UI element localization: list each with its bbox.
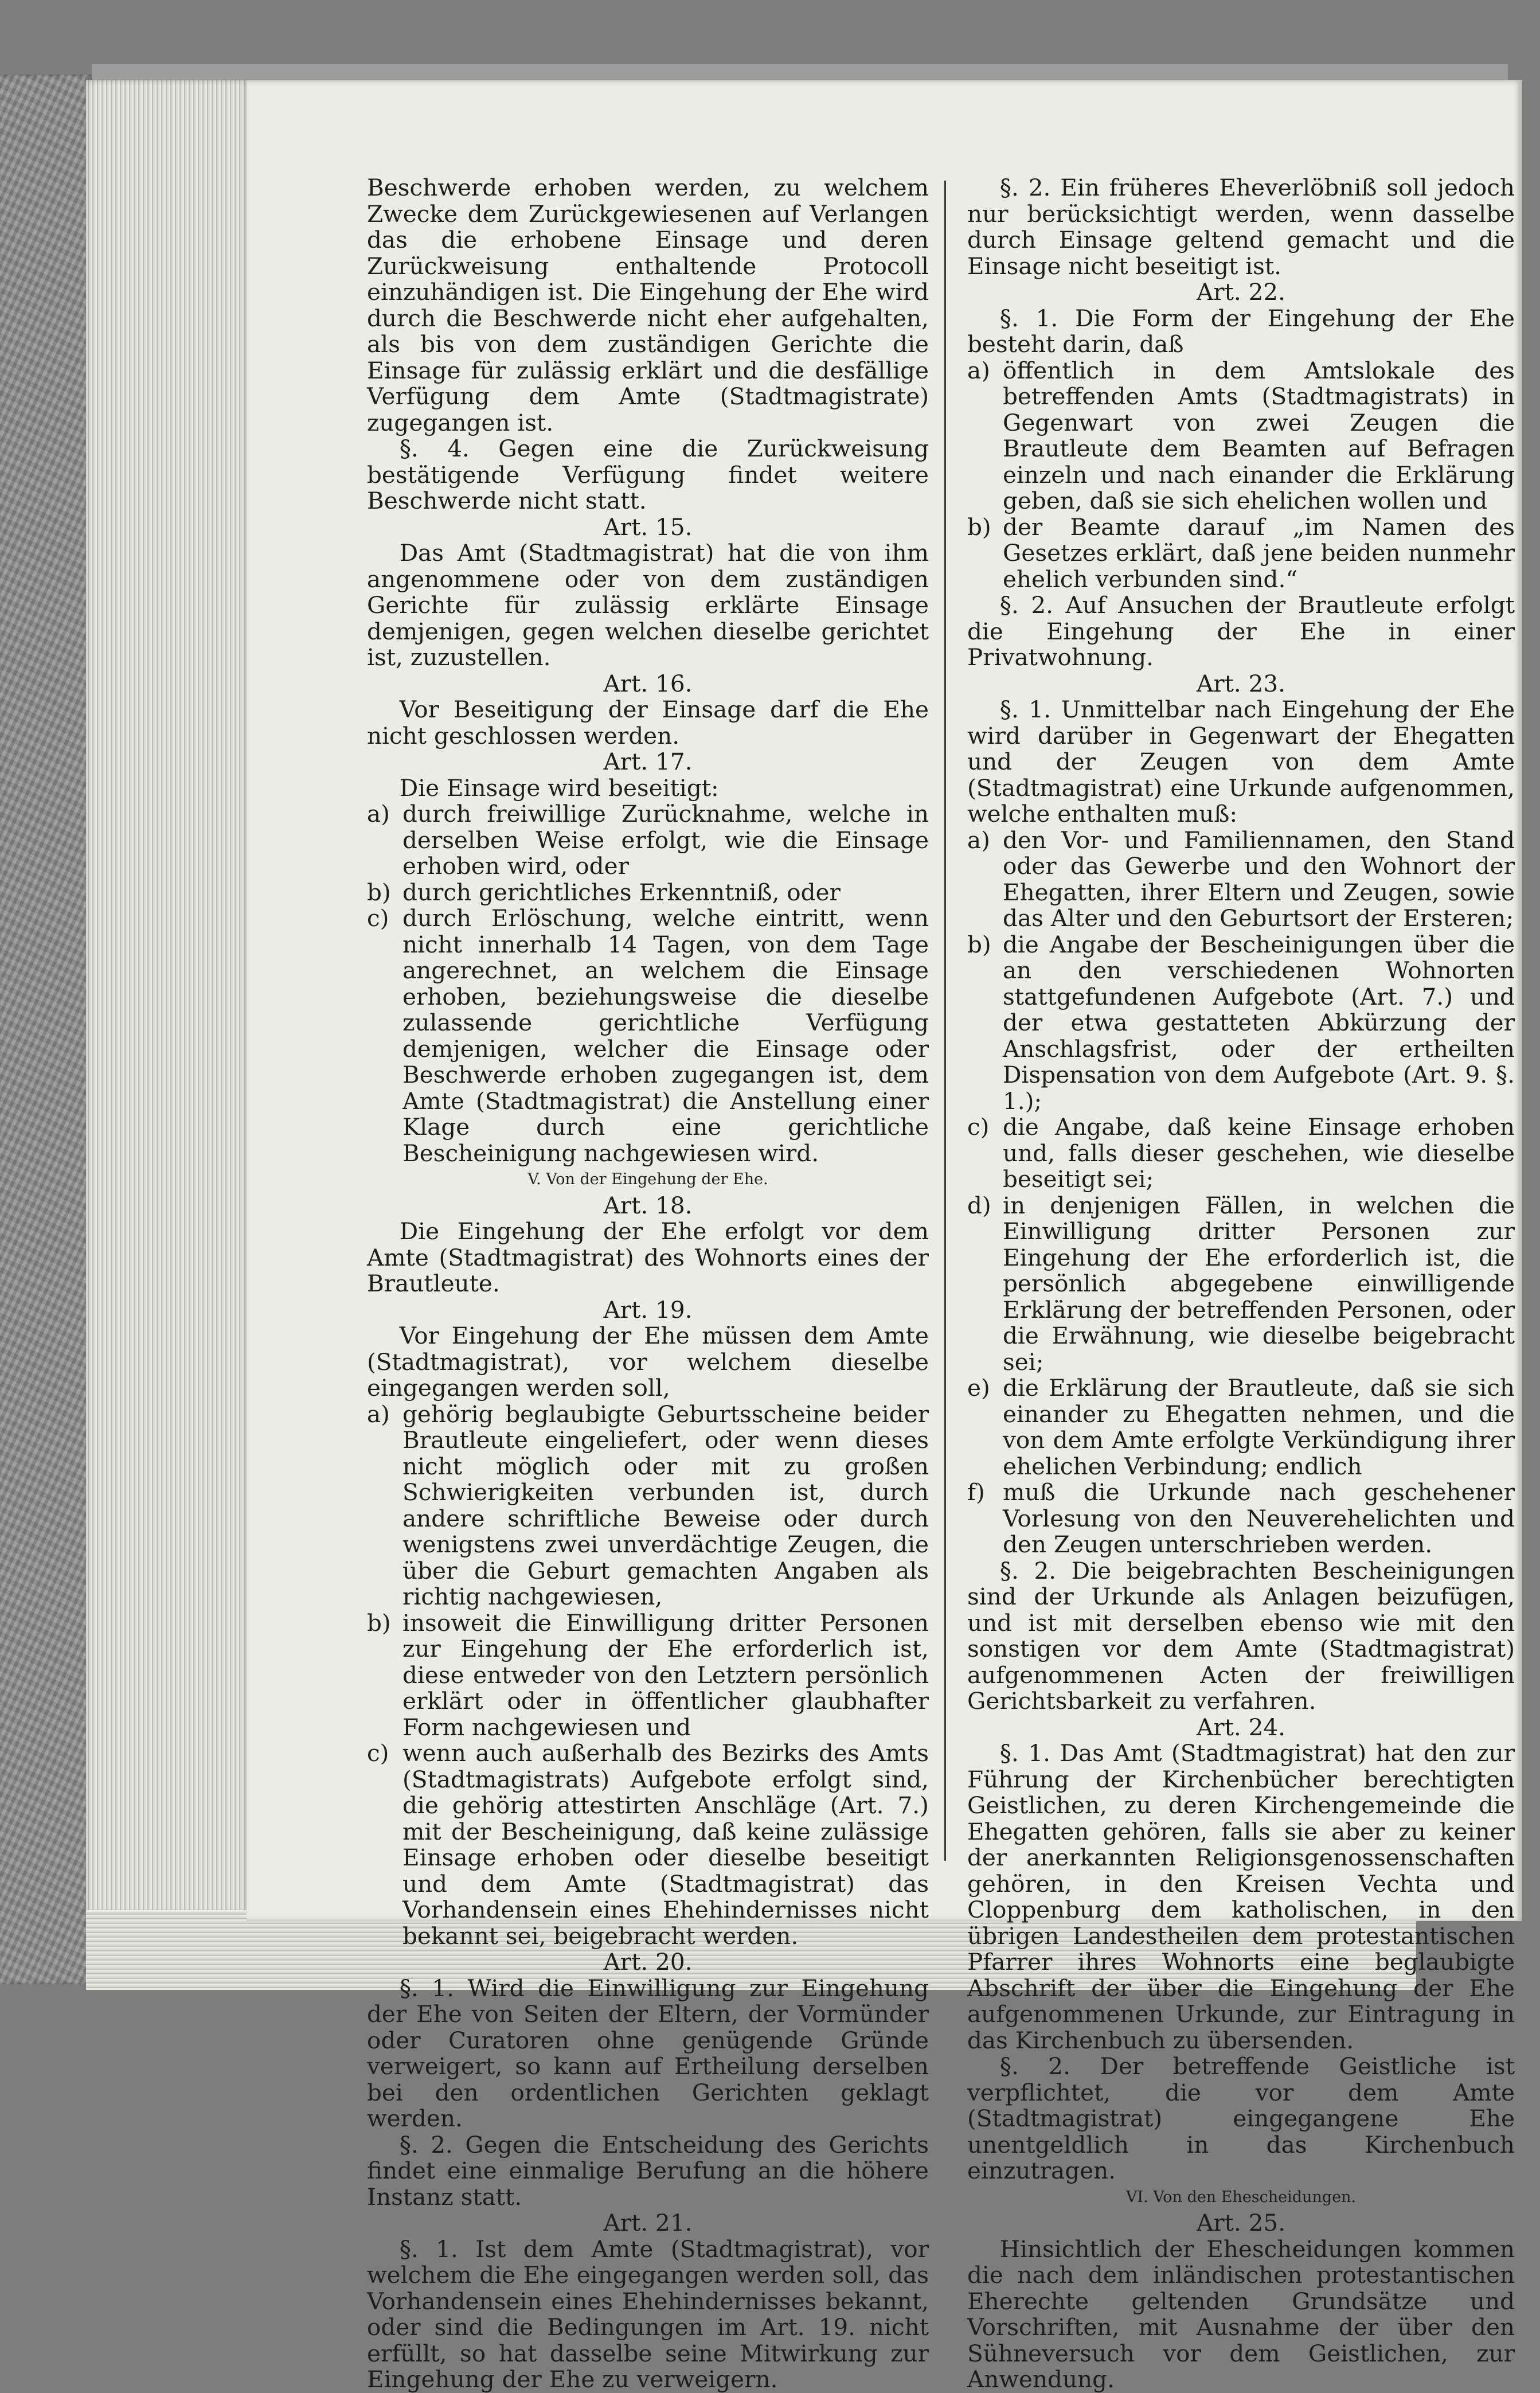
paragraph: Das Amt (Stadtmagistrat) hat die von ihm angenommene oder von dem zuständigen Gerichte für zulässig erklärte Einsage demjenigen, gegen welchen dieselbe gerichtet ist, zuzustellen. — [367, 539, 929, 671]
list-item-label: a) — [367, 1400, 390, 1428]
list-item-text: wenn auch außerhalb des Bezirks des Amts (Stadtmagistrats) Aufgebote erfolgt sind, die gehörig attestirten Anschläge (Art. 7.) mit der Bescheinigung, daß keine zulässige Einsage erhoben oder dieselbe beseitigt und dem Amte (Stadtmagistrat) das Vorhandensein eines Ehehindernisses nicht bekannt sei, beigebracht werden. — [402, 1739, 929, 1950]
list-item-text: die Angabe, daß keine Einsage erhoben und, falls dieser geschehen, wie dieselbe beseitigt sei; — [1003, 1113, 1515, 1193]
list-item-text: öffentlich in dem Amtslokale des betreffenden Amts (Stadtmagistrats) in Gegenwart von zwei Zeugen die Brautleute dem Beamten auf Befragen einzeln und nach einander die Erklärung geben, daß sie sich ehelichen wollen und — [1003, 356, 1515, 514]
article-heading: Art. 18. — [603, 1191, 693, 1219]
list-item-text: gehörig beglaubigte Geburtsscheine beider Brautleute eingeliefert, oder wenn dieses nicht möglich oder mit zu großen Schwierigkeiten verbunden ist, durch andere schriftliche Beweise oder durch wenigstens zwei unverdächtige Zeugen, die über die Geburt gemachten Angaben als richtig nachgewiesen, — [402, 1400, 929, 1610]
right-text-column — [967, 175, 1515, 2393]
list-item — [967, 1114, 1515, 1193]
list-item-text: in denjenigen Fällen, in welchen die Einwilligung dritter Personen zur Eingehung der Ehe erforderlich ist, die persönlich abgegebene einwilligende Erklärung der betreffenden Personen, oder die Erwähnung, wie dieselbe beigebracht sei; — [1003, 1191, 1515, 1376]
list-item-label: a) — [967, 826, 990, 854]
list-item-text: durch freiwillige Zurücknahme, welche in derselben Weise erfolgt, wie die Einsage erhoben wird, oder — [402, 800, 929, 880]
page-stack-edges — [86, 80, 247, 1938]
column-divider — [944, 181, 946, 1861]
paragraph: §. 1. Wird die Einwilligung zur Eingehung der Ehe von Seiten der Eltern, der Vormünder oder Curatoren ohne genügende Gründe verweigert, so kann auf Ertheilung derselben bei den ordentlichen Gerichten geklagt werden. — [367, 1974, 929, 2132]
paragraph: §. 2. Der betreffende Geistliche ist verpflichtet, die vor dem Amte (Stadtmagistrat) eingegangene Ehe unentgeldlich in das Kirchenbuch einzutragen. — [967, 2052, 1515, 2184]
paragraph: §. 2. Gegen die Entscheidung des Gerichts findet eine einmalige Berufung an die höhere Instanz statt. — [367, 2130, 929, 2211]
list-item — [367, 905, 929, 1166]
list-item-text: der Beamte darauf „im Namen des Gesetzes erklärt, daß jene beiden nunmehr ehelich verbunden sind.“ — [1003, 513, 1515, 593]
article-heading: Art. 19. — [603, 1295, 693, 1324]
list-item-text: durch Erlöschung, welche eintritt, wenn nicht innerhalb 14 Tagen, von dem Tage angerechnet, an welchem die Einsage erhoben, beziehungsweise die dieselbe zulassende gerichtliche Verfügung demjenigen, welcher die Einsage oder Beschwerde erhoben zugegangen ist, dem Amte (Stadtmagistrat) die Anstellung einer Klage durch eine gerichtliche Bescheinigung nachgewiesen wird. — [402, 904, 929, 1167]
list-item — [967, 1375, 1515, 1479]
paragraph: Vor Eingehung der Ehe müssen dem Amte (Stadtmagistrat), vor welchem dieselbe eingegangen werden soll, — [367, 1322, 929, 1402]
book-cover-spine — [0, 75, 92, 1984]
paragraph: §. 4. Gegen eine die Zurückweisung bestätigende Verfügung findet weitere Beschwerde nicht statt. — [367, 435, 929, 514]
article-heading: Art. 25. — [1196, 2209, 1286, 2236]
list-item — [967, 827, 1515, 932]
article-heading: Art. 23. — [1196, 669, 1286, 697]
paragraph: §. 2. Die beigebrachten Bescheinigungen sind der Urkunde als Anlagen beizufügen, und ist mit derselben ebenso wie mit den sonstigen vor dem Amte (Stadtmagistrat) aufgenommenen Acten der freiwilligen Gerichtsbarkeit zu verfahren. — [967, 1556, 1515, 1715]
list-item — [367, 1610, 929, 1741]
article-heading: Art. 24. — [1196, 1713, 1286, 1741]
article-heading: Art. 15. — [603, 513, 693, 541]
list-item-label: b) — [367, 1609, 391, 1637]
list-item-text: die Angabe der Bescheinigungen über die an den verschiedenen Wohnorten stattgefundenen Aufgebote (Art. 7.) und der etwa gestatteten Abkürzung der Anschlagsfrist, oder der ertheilten Dispensation von dem Aufgebote (Art. 9. §. 1.); — [1003, 930, 1515, 1115]
list-item — [967, 358, 1515, 514]
article-heading: Art. 22. — [1196, 278, 1286, 306]
list-item-text: durch gerichtliches Erkenntniß, oder — [402, 878, 841, 906]
paragraph: Die Eingehung der Ehe erfolgt vor dem Amte (Stadtmagistrat) des Wohnorts eines der Brautleute. — [367, 1217, 929, 1297]
list-item-text: die Erklärung der Brautleute, daß sie sich einander zu Ehegatten nehmen, und die von dem Amte erfolgte Verkündigung ihrer ehelichen Verbindung; endlich — [1003, 1374, 1515, 1480]
list-item-text: insoweit die Einwilligung dritter Personen zur Eingehung der Ehe erforderlich ist, diese entweder von den Letztern persönlich erklärt oder in öffentlicher glaubhafter Form nachgewiesen und — [402, 1609, 929, 1741]
list-item-label: b) — [967, 930, 991, 958]
list-item-label: a) — [367, 800, 390, 827]
paragraph: §. 1. Das Amt (Stadtmagistrat) hat den zur Führung der Kirchenbücher berechtigten Geistlichen, zu deren Kirchengemeinde die Ehegatten gehören, falls sie aber zu keiner der anerkannten Religionsgenossenschaften gehören, in den Kreisen Vechta und Cloppenburg dem katholischen, in den übrigen Landestheilen dem protestantischen Pfarrer ihres Wohnorts eine beglaubigte Abschrift der über die Eingehung der Ehe aufgenommenen Urkunde, zur Eintragung in das Kirchenbuch zu übersenden. — [967, 1739, 1515, 2054]
article-heading: Art. 17. — [603, 748, 693, 775]
paragraph: Vor Beseitigung der Einsage darf die Ehe nicht geschlossen werden. — [367, 696, 929, 749]
paragraph: §. 1. Ist dem Amte (Stadtmagistrat), vor welchem die Ehe eingegangen werden soll, das Vorhandensein eines Ehehindernisses bekannt, oder sind die Bedingungen im Art. 19. nicht erfüllt, so hat dasselbe seine Mitwirkung zur Eingehung der Ehe zu verweigern. — [367, 2235, 929, 2393]
paragraph: Beschwerde erhoben werden, zu welchem Zwecke dem Zurückgewiesenen auf Verlangen das die erhobene Einsage und deren Zurückweisung enthaltende Protocoll einzuhändigen ist. Die Eingehung der Ehe wird durch die Beschwerde nicht eher aufgehalten, als bis von dem zuständigen Gerichte die Einsage für zulässig erklärt und die desfällige Verfügung dem Amte (Stadtmagistrate) zugegangen ist. — [367, 174, 929, 436]
paragraph: Die Einsage wird beseitigt: — [399, 774, 719, 802]
article-heading: Art. 20. — [603, 1948, 693, 1976]
list-item — [367, 1402, 929, 1610]
list-item — [967, 1479, 1515, 1558]
list-item — [367, 1740, 929, 1949]
list-item-text: muß die Urkunde nach geschehener Vorlesung von den Neuverehelichten und den Zeugen unterschrieben werden. — [1003, 1478, 1515, 1558]
list-item — [967, 1193, 1515, 1376]
list-item-text: den Vor- und Familiennamen, den Stand oder das Gewerbe und den Wohnort der Ehegatten, ihrer Eltern und Zeugen, sowie das Alter und den Geburtsort der Ersteren; — [1003, 826, 1515, 932]
list-item-label: e) — [967, 1374, 990, 1402]
paragraph: §. 1. Die Form der Eingehung der Ehe besteht darin, daß — [967, 304, 1515, 358]
paragraph: §. 1. Unmittelbar nach Eingehung der Ehe wird darüber in Gegenwart der Ehegatten und der Zeugen von dem Amte (Stadtmagistrat) eine Urkunde aufgenommen, welche enthalten muß: — [967, 696, 1515, 827]
list-item-label: d) — [967, 1191, 991, 1219]
list-item — [367, 880, 929, 906]
paragraph: §. 2. Auf Ansuchen der Brautleute erfolgt die Eingehung der Ehe in einer Privatwohnung. — [967, 591, 1515, 671]
article-heading: Art. 21. — [603, 2209, 693, 2236]
list-item-label: c) — [367, 904, 389, 932]
section-heading: VI. Von den Ehescheidungen. — [1125, 2188, 1357, 2206]
section-heading: V. Von der Eingehung der Ehe. — [527, 1170, 768, 1188]
list-item-label: f) — [967, 1478, 985, 1506]
list-item — [967, 514, 1515, 593]
list-item-label: b) — [967, 513, 991, 541]
paragraph: Hinsichtlich der Ehescheidungen kommen die nach dem inländischen protestantischen Eherechte geltenden Grundsätze und Vorschriften, mit Ausnahme der über den Sühneversuch vor dem Geistlichen, zur Anwendung. — [967, 2235, 1515, 2393]
list-item-label: c) — [967, 1113, 990, 1141]
list-item-label: a) — [967, 356, 990, 384]
paragraph: §. 2. Ein früheres Eheverlöbniß soll jedoch nur berücksichtigt werden, wenn dasselbe durch Einsage geltend gemacht und die Einsage nicht beseitigt ist. — [967, 174, 1515, 280]
list-item-label: c) — [367, 1739, 389, 1767]
left-text-column — [367, 175, 929, 2393]
article-heading: Art. 16. — [603, 669, 693, 697]
list-item — [967, 932, 1515, 1115]
list-item — [367, 801, 929, 880]
list-item-label: b) — [367, 878, 391, 906]
